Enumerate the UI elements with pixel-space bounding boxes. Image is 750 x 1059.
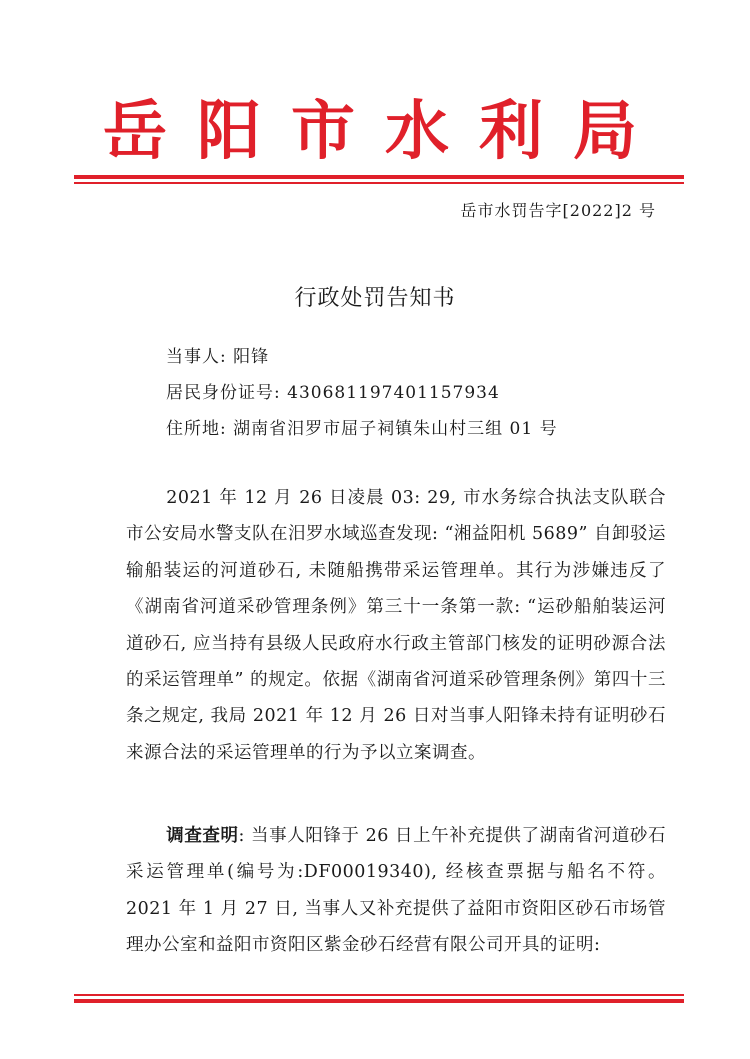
- facts-paragraph: 2021 年 12 月 26 日凌晨 03: 29, 市水务综合执法支队联合市公安局水警支队在汨罗水域巡查发现: “湘益阳机 5689” 自卸驳运输船装运的河道砂石, 未随船携带采运管理单。其行为涉嫌违反了《湖南省河道采砂管理条例》第三十一条第一款: “运砂船舶装运河道砂石, 应当持有县级人民政府水行政主管部门核发的证明砂源合法的采运管理单” 的规定。依据《湖南省河道采砂管理条例》第四十三条之规定, 我局 2021 年 12 月 26 日对当事人阳锋未持有证明砂石来源合法的采运管理单的行为予以立案调查。: [126, 488, 667, 763]
- party-name-line: 当事人: 阳锋: [166, 347, 270, 367]
- party-address-line: 住所地: 湖南省汨罗市屈子祠镇朱山村三组 01 号: [166, 419, 558, 439]
- header-rule-thick: [74, 175, 684, 179]
- party-id-line: 居民身份证号: 430681197401157934: [166, 383, 500, 403]
- investigation-heading: 调查查明: [166, 826, 239, 846]
- investigation-paragraph: [126, 818, 666, 964]
- footer-rule-thin: [74, 994, 684, 996]
- investigation-text: : 当事人阳锋于 26 日上午补充提供了湖南省河道砂石采运管理单(编号为:DF00019340), 经核查票据与船名不符。2021 年 1 月 27 日, 当事人又补充提供了益阳市资阳区砂石市场管理办公室和益阳市资阳区紫金砂石经营有限公司开具的证明:: [126, 826, 666, 956]
- header-rule-thin: [74, 182, 684, 184]
- footer-rule-thick: [74, 999, 684, 1003]
- agency-masthead: 岳阳市水利局: [103, 94, 667, 169]
- document-title: 行政处罚告知书: [294, 286, 456, 311]
- document-number: 岳市水罚告字[2022]2 号: [460, 201, 656, 220]
